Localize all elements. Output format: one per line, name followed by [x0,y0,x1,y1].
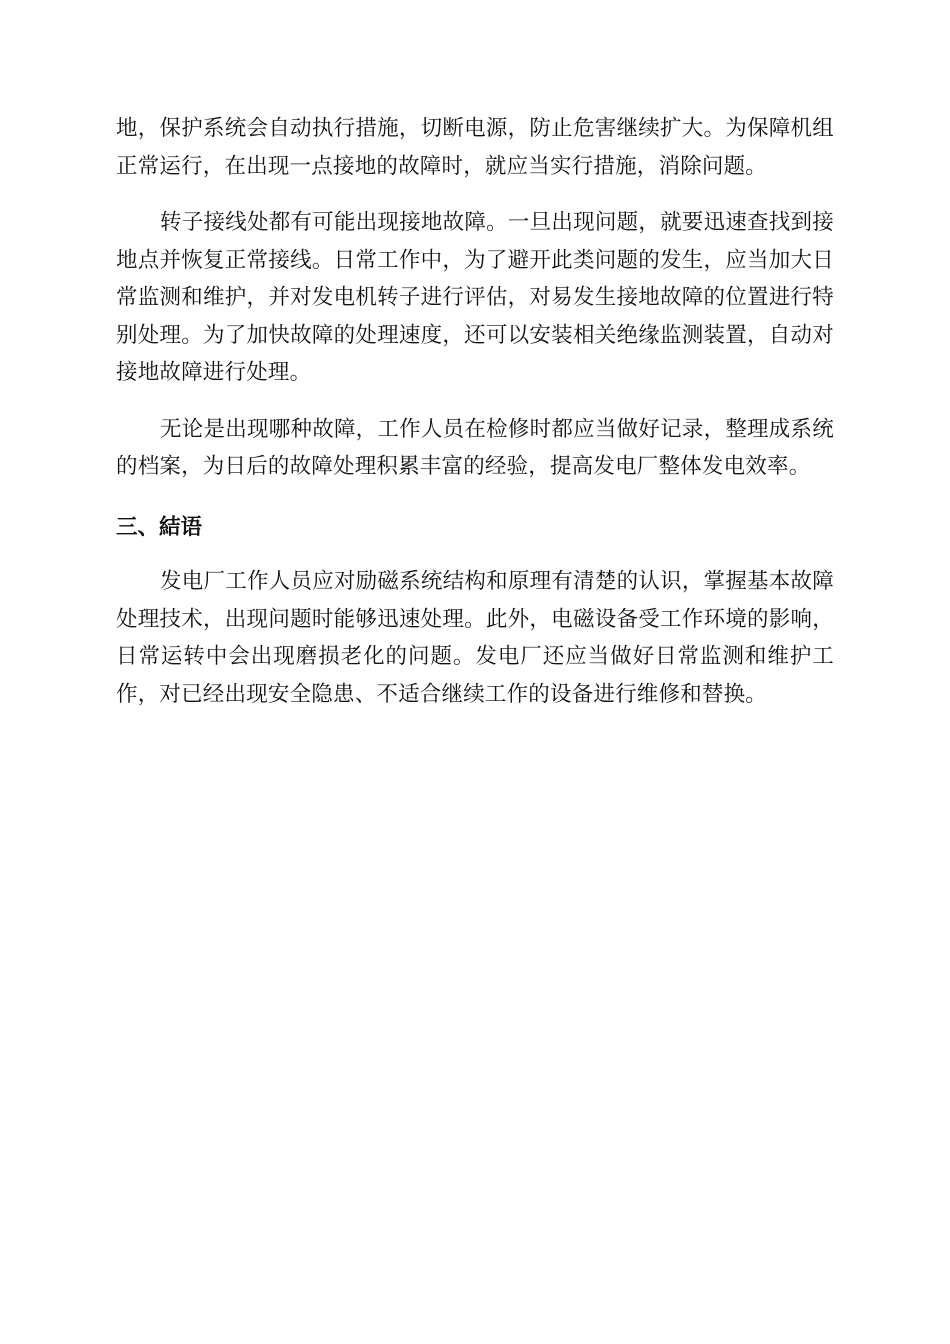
paragraph-maintenance-records: 无论是出现哪种故障，工作人员在检修时都应当做好记录，整理成系统的档案，为日后的故障处理积累丰富的经验，提高发电厂整体发电效率。 [116,416,834,479]
document-body [116,110,834,713]
paragraph-rotor-grounding: 转子接线处都有可能出现接地故障。一旦出现问题，就要迅速查找到接地点并恢复正常接线。日常工作中，为了避开此类问题的发生，应当加大日常监测和维护，并对发电机转子进行评估，对易发生接地故障的位置进行特别处理。为了加快故障的处理速度，还可以安装相关绝缘监测装置，自动对接地故障进行处理。 [116,210,834,385]
section-heading-conclusion: 三、結语 [116,514,203,540]
paragraph-conclusion: 发电厂工作人员应对励磁系统结构和原理有清楚的认识，掌握基本故障处理技术，出现问题时能够迅速处理。此外，电磁设备受工作环境的影响，日常运转中会出现磨损老化的问题。发电厂还应当做好日常监测和维护工作，对已经出现安全隐患、不适合继续工作的设备进行维修和替换。 [116,569,834,707]
paragraph-continuation: 地，保护系统会自动执行措施，切断电源，防止危害继续扩大。为保障机组正常运行，在出现一点接地的故障时，就应当实行措施，消除问题。 [116,116,834,179]
